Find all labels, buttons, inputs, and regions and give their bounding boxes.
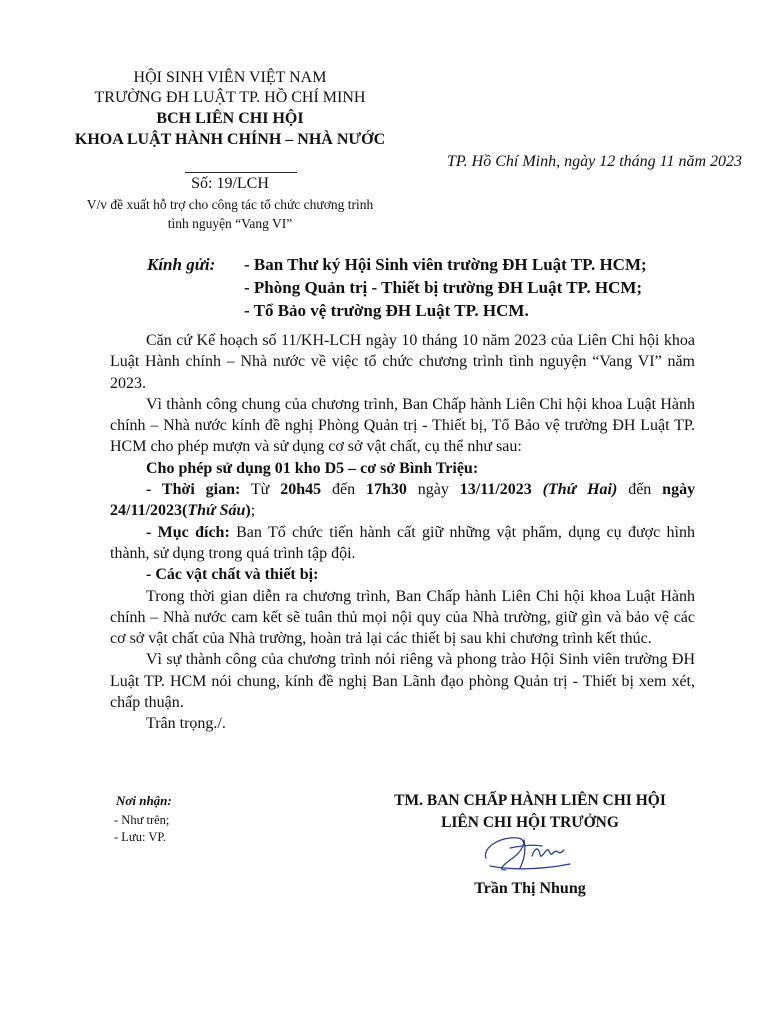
recipient-item: - Ban Thư ký Hội Sinh viên trường ĐH Luật TP. HCM; [244,255,647,274]
time-to-word-2: đến [628,481,652,499]
time-paragraph [110,479,695,522]
header-line-3: BCH LIÊN CHI HỘI [156,110,304,127]
purpose-text: Ban Tổ chức tiến hành cất giữ những vật phẩm, dụng cụ được hình thành, sử dụng trong quá trình tập đội. [110,523,696,562]
time-start: 20h45 [280,481,322,499]
organization-header [60,68,400,150]
body-paragraph: Căn cứ Kế hoạch số 11/KH-LCH ngày 10 tháng 10 năm 2023 của Liên Chi hội khoa Luật Hành chính – Nhà nước về việc tổ chức chương trình tình nguyện “Vang VI” năm 2023. [110,332,695,392]
body-paragraph: Vì sự thành công của chương trình nói riêng và phong trào Hội Sinh viên trường ĐH Luật TP. HCM nói chung, kính đề nghị Ban Lãnh đạo phòng Quản trị - Thiết bị xem xét, chấp thuận. [110,651,695,712]
permission-heading: Cho phép sử dụng 01 kho D5 – cơ sở Bình Triệu: [146,459,479,477]
purpose-label: - Mục đích: [146,523,230,541]
signer-name: Trần Thị Nhung [474,880,586,897]
document-subject [60,195,400,233]
handwritten-signature [480,826,590,876]
subject-line-1: V/v đề xuất hỗ trợ cho công tác tổ chức chương trình [86,197,374,212]
header-line-4: KHOA LUẬT HÀNH CHÍNH – NHÀ NƯỚC [74,131,386,148]
subject-line-2: tình nguyện “Vang VI” [167,216,293,231]
recipients-label: Kính gửi: [147,255,216,274]
time-label: - Thời gian: [146,481,241,499]
closing-greeting: Trân trọng./. [146,715,226,733]
paren-open: ( [182,502,188,520]
time-end-punct: ; [250,502,256,520]
letter-body [110,330,695,735]
time-weekday-end: Thứ Sáu [187,502,246,520]
paren-close: ) [245,502,251,520]
header-divider [185,172,297,173]
equipment-label: - Các vật chất và thiết bị: [146,566,319,584]
time-to-word: đến [332,481,356,499]
recipient-item: - Phòng Quản trị - Thiết bị trường ĐH Luật TP. HCM; [244,278,643,297]
time-day-word-2: ngày [662,481,696,499]
body-paragraph: Vì thành công chung của chương trình, Ban Chấp hành Liên Chi hội khoa Luật Hành chính – Nhà nước kính đề nghị Phòng Quản trị - Thiết bị, Tổ Bảo vệ trường ĐH Luật TP. HCM cho phép mượn và sử dụng cơ sở vật chất, cụ thể như sau: [110,395,695,456]
header-line-1: HỘI SINH VIÊN VIỆT NAM [133,69,327,86]
receiver-item: - Như trên; [114,813,170,827]
signature-title-1: TM. BAN CHẤP HÀNH LIÊN CHI HỘI [394,792,666,809]
signature-title-2: LIÊN CHI HỘI TRƯỞNG [441,814,619,831]
time-end: 17h30 [365,481,407,499]
signature-ink [485,838,570,870]
document-number: Số: 19/LCH [191,175,269,192]
time-from-word: Từ [250,481,270,499]
receiver-item: - Lưu: VP. [114,830,167,844]
time-date-start: 13/11/2023 [459,481,532,499]
time-day-word: ngày [417,481,449,499]
body-paragraph: Trong thời gian diễn ra chương trình, Ban Chấp hành Liên Chi hội khoa Luật Hành chính – Nhà nước cam kết sẽ tuân thủ mọi nội quy của Nhà trường, giữ gìn và bảo vệ các cơ sở vật chất của Nhà trường, hoàn trả lại các thiết bị sau khi chương trình kết thúc. [110,587,695,648]
header-line-2: TRƯỜNG ĐH LUẬT TP. HỒ CHÍ MINH [94,89,366,106]
date-line: TP. Hồ Chí Minh, ngày 12 tháng 11 năm 2023 [447,153,742,170]
purpose-paragraph [110,522,695,565]
time-date-end: 24/11/2023 [110,502,183,520]
receivers-label: Nơi nhận: [116,793,172,808]
time-weekday-start: (Thứ Hai) [542,481,618,499]
recipient-item: - Tổ Bảo vệ trường ĐH Luật TP. HCM. [244,301,529,320]
